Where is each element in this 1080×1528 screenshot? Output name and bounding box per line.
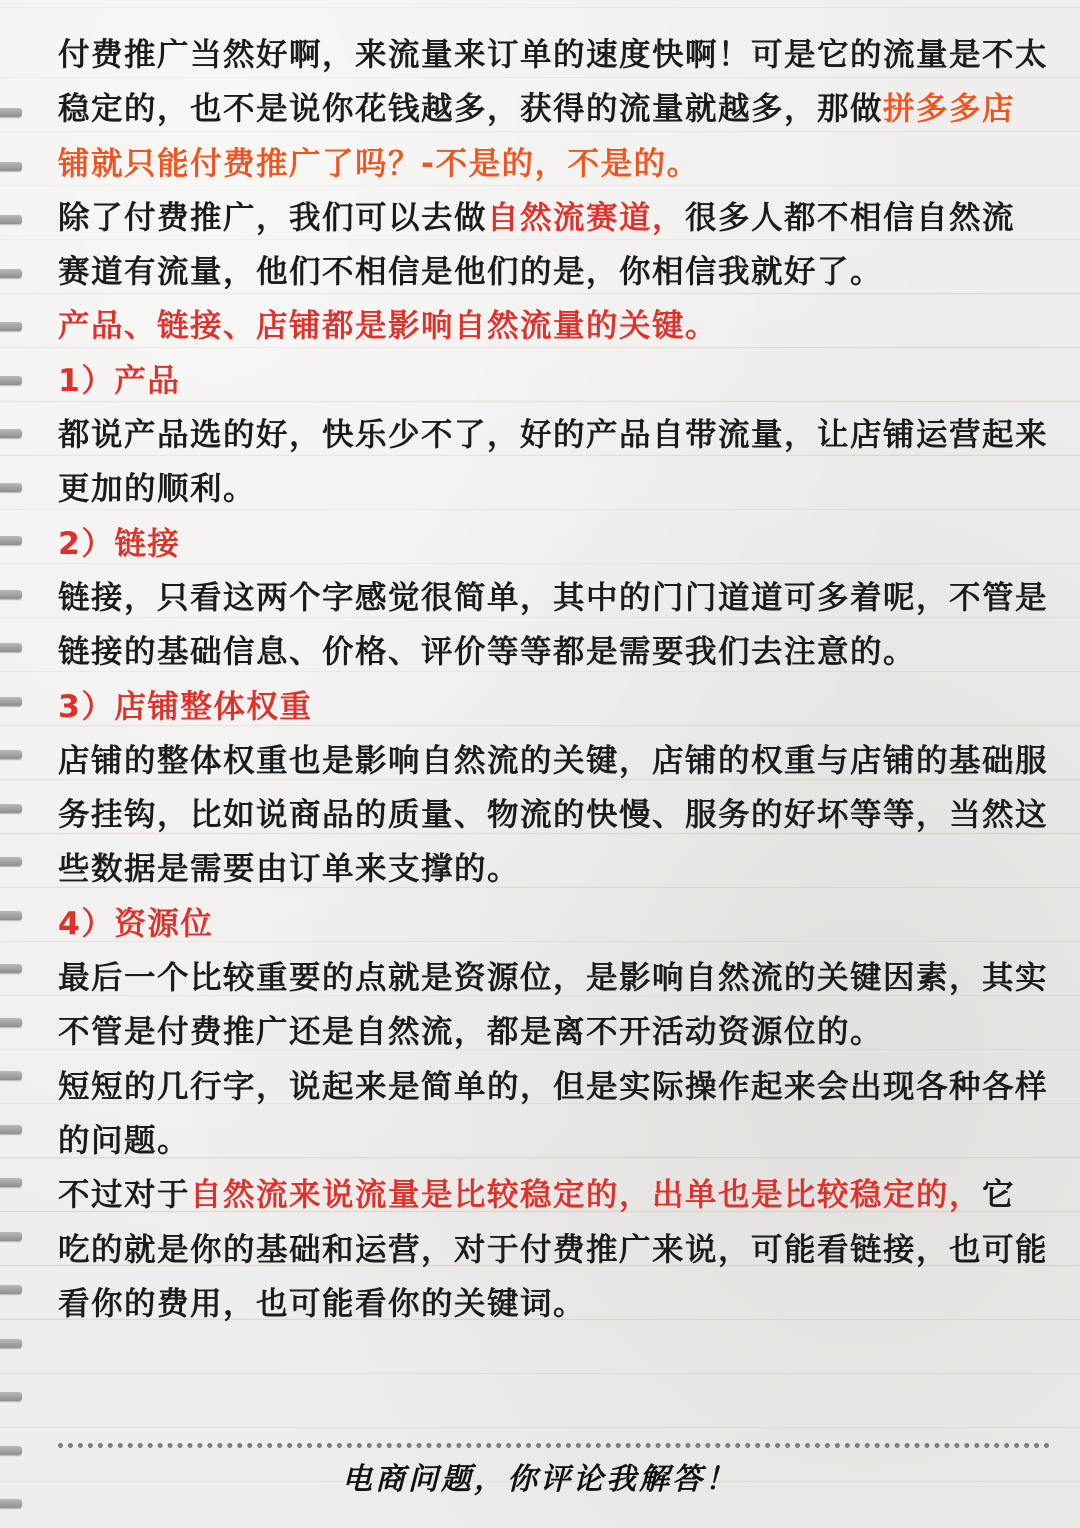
- footer-slogan: 电商问题，你评论我解答！: [342, 1462, 738, 1497]
- paragraph-intro: [58, 28, 1048, 191]
- binding-mark: [0, 269, 22, 278]
- binding-mark: [0, 483, 22, 492]
- text-segment: 很多人都不相信自然流赛道有流量，他们不相信是他们的是，你相信我就好了。: [58, 199, 1016, 291]
- section-heading-product: 1）产品: [58, 362, 181, 399]
- section-heading-store-weight: 3）店铺整体权重: [58, 688, 313, 725]
- binding-mark: [0, 108, 22, 117]
- paragraph-store-weight: 店铺的整体权重也是影响自然流的关键，店铺的权重与店铺的基础服务挂钩，比如说商品的质量、物流的快慢、服务的好坏等等，当然这些数据是需要由订单来支撑的。: [58, 742, 1049, 888]
- binding-mark: [0, 804, 22, 813]
- section-heading-link: 2）链接: [58, 525, 181, 562]
- binding-marks: [0, 0, 30, 1528]
- binding-mark: [0, 1446, 22, 1455]
- binding-mark: [0, 536, 22, 545]
- binding-mark: [0, 1392, 22, 1401]
- paragraph-natural-flow: [58, 191, 1048, 300]
- article-body: [58, 28, 1048, 1331]
- binding-mark: [0, 697, 22, 706]
- highlight-question: 拼多多店铺就只能付费推广了吗？-不是的，不是的。: [58, 91, 1016, 182]
- binding-mark: [0, 322, 22, 331]
- binding-mark: [0, 1339, 22, 1348]
- paragraph-conclusion: [58, 1168, 1048, 1331]
- highlight-natural-flow: 自然流赛道，: [487, 199, 686, 236]
- dotted-divider: [58, 1443, 1050, 1448]
- binding-mark: [0, 429, 22, 438]
- binding-mark: [0, 911, 22, 920]
- text-segment: 不过对于: [58, 1177, 191, 1214]
- binding-mark: [0, 643, 22, 652]
- section-heading-resource: 4）资源位: [58, 905, 214, 942]
- binding-mark: [0, 376, 22, 385]
- paragraph-summary: 短短的几行字，说起来是简单的，但是实际操作起来会出现各种各样的问题。: [58, 1068, 1049, 1159]
- text-segment: 它吃的就是你的基础和运营，对于付费推广来说，可能看链接，也可能看你的费用，也可能看你的关键词。: [58, 1177, 1049, 1322]
- binding-mark: [0, 1071, 22, 1080]
- text-segment: 除了付费推广，我们可以去做: [58, 199, 488, 236]
- binding-mark: [0, 1178, 22, 1187]
- binding-mark: [0, 1232, 22, 1241]
- binding-mark: [0, 590, 22, 599]
- paragraph-resource: 最后一个比较重要的点就是资源位，是影响自然流的关键因素，其实不管是付费推广还是自然流，都是离不开活动资源位的。: [58, 960, 1049, 1051]
- binding-mark: [0, 162, 22, 171]
- binding-mark: [0, 750, 22, 759]
- binding-mark: [0, 964, 22, 973]
- key-factors-heading: 产品、链接、店铺都是影响自然流量的关键。: [58, 308, 719, 345]
- text-segment: 付费推广当然好啊，来流量来订单的速度快啊！可是它的流量是不太稳定的，也不是说你花钱越多，获得的流量就越多，那做: [58, 37, 1049, 128]
- highlight-stable: 自然流来说流量是比较稳定的，出单也是比较稳定的，: [190, 1177, 983, 1214]
- binding-mark: [0, 857, 22, 866]
- binding-mark: [0, 215, 22, 224]
- paragraph-product: 都说产品选的好，快乐少不了，好的产品自带流量，让店铺运营起来更加的顺利。: [58, 417, 1049, 508]
- paragraph-link: 链接，只看这两个字感觉很简单，其中的门门道道可多着呢，不管是链接的基础信息、价格、评价等等都是需要我们去注意的。: [58, 579, 1049, 671]
- binding-mark: [0, 1285, 22, 1294]
- binding-mark: [0, 1018, 22, 1027]
- binding-mark: [0, 1125, 22, 1134]
